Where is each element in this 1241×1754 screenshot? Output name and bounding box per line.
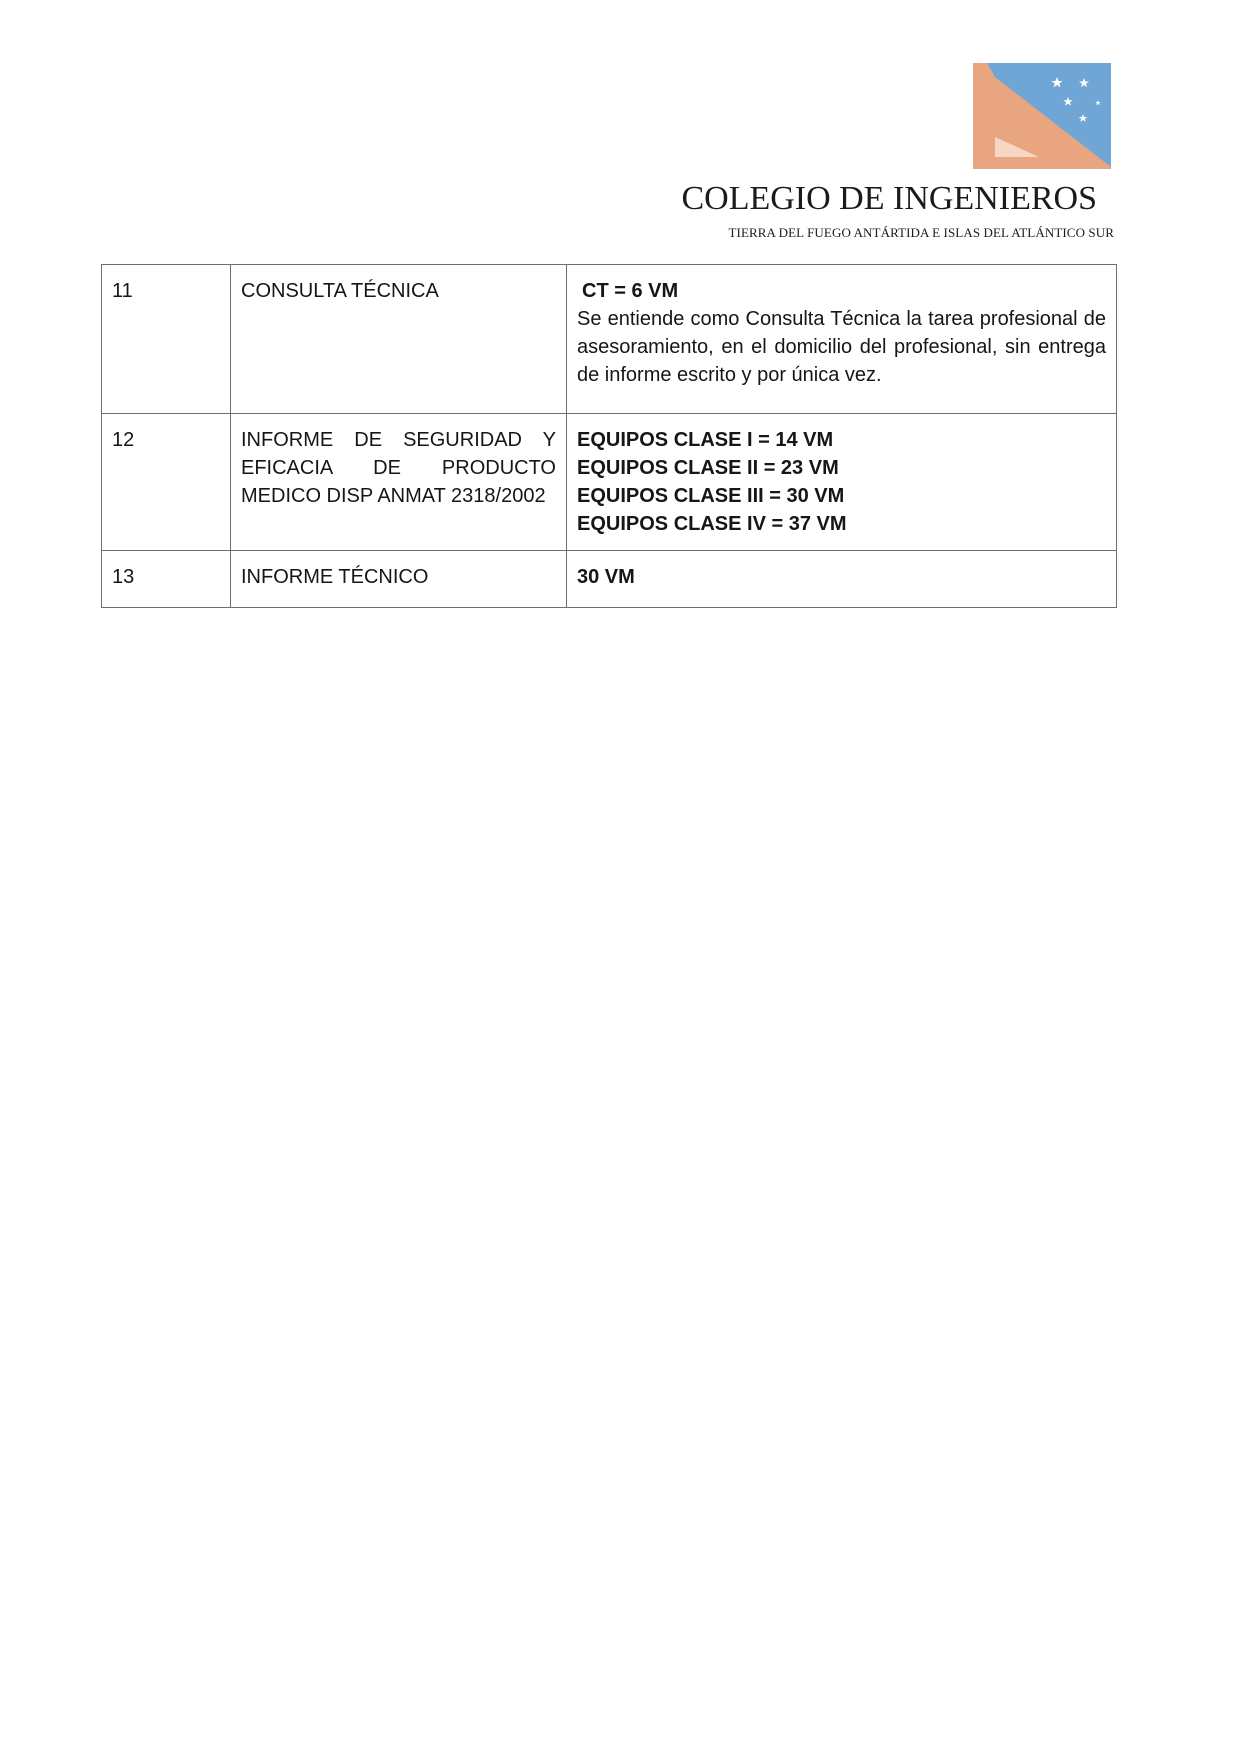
organization-title: COLEGIO DE INGENIEROS bbox=[681, 180, 1097, 217]
college-logo bbox=[973, 63, 1111, 169]
fee-line: EQUIPOS CLASE III = 30 VM bbox=[577, 485, 845, 507]
fee-line: EQUIPOS CLASE IV = 37 VM bbox=[577, 513, 847, 535]
row-fee-cell bbox=[567, 414, 1117, 551]
row-number-cell: 12 bbox=[102, 414, 231, 551]
row-description-cell: INFORME TÉCNICO bbox=[231, 551, 567, 608]
fee-line: CT = 6 VM bbox=[582, 280, 679, 302]
logo-emblem-icon bbox=[973, 63, 1111, 169]
table-row bbox=[102, 265, 1117, 414]
row-number-cell: 11 bbox=[102, 265, 231, 414]
row-number-cell: 13 bbox=[102, 551, 231, 608]
row-description-cell: INFORME DE SEGURIDAD Y EFICACIA DE PRODUCTO MEDICO DISP ANMAT 2318/2002 bbox=[231, 414, 567, 551]
fee-line: EQUIPOS CLASE I = 14 VM bbox=[577, 429, 834, 451]
row-fee-cell bbox=[567, 265, 1117, 414]
fee-line: 30 VM bbox=[577, 566, 635, 588]
fee-schedule-table bbox=[101, 264, 1117, 608]
table-row bbox=[102, 551, 1117, 608]
row-description-cell: CONSULTA TÉCNICA bbox=[231, 265, 567, 414]
organization-subtitle: TIERRA DEL FUEGO ANTÁRTIDA E ISLAS DEL ATLÁNTICO SUR bbox=[728, 225, 1114, 240]
fee-note: Se entiende como Consulta Técnica la tarea profesional de asesoramiento, en el domicilio del profesional, sin entrega de informe escrito y por única vez. bbox=[577, 308, 1106, 386]
fee-line: EQUIPOS CLASE II = 23 VM bbox=[577, 457, 839, 479]
table-row bbox=[102, 414, 1117, 551]
row-fee-cell bbox=[567, 551, 1117, 608]
